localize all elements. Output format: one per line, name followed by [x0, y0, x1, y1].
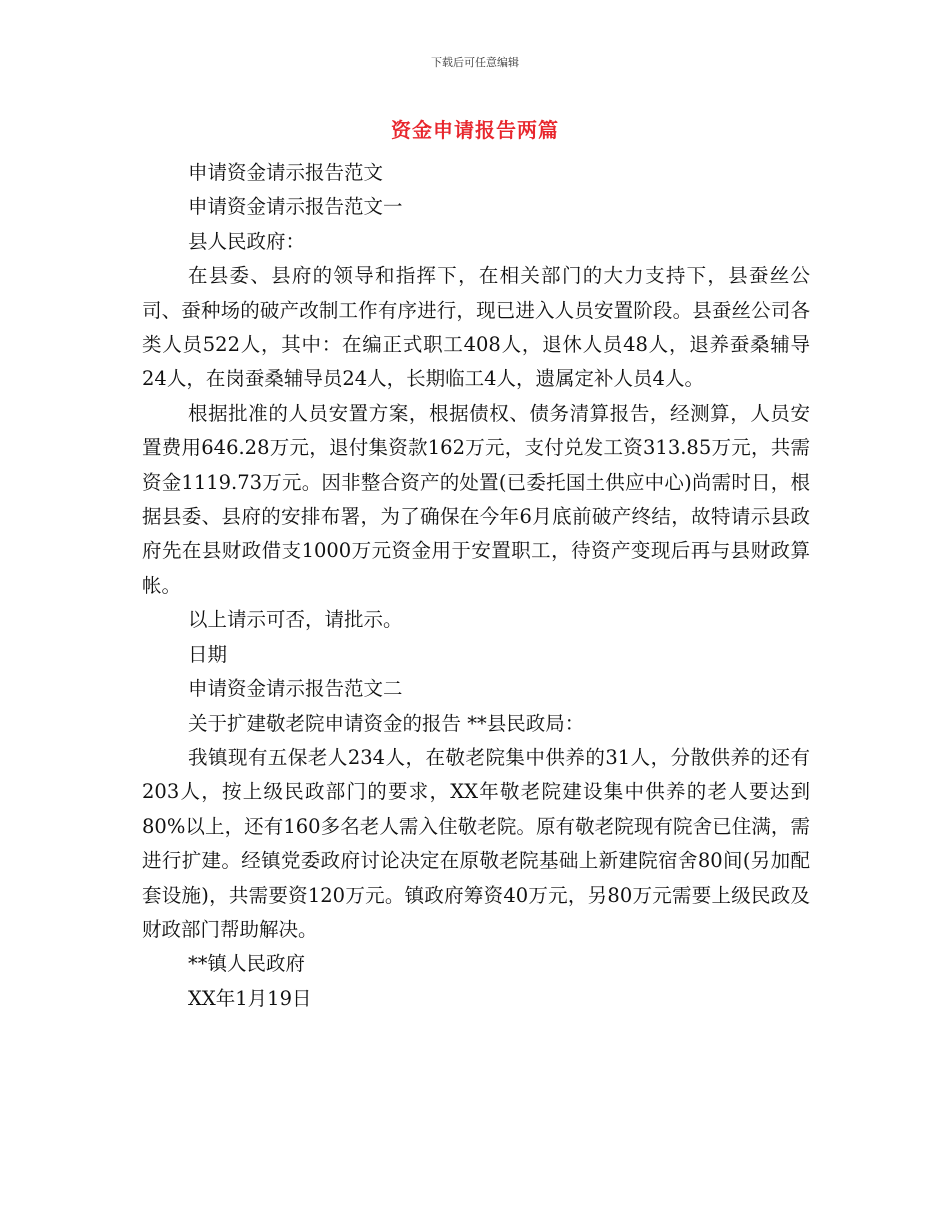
signature-org: **镇人民政府 [188, 952, 306, 976]
body-paragraph: 在县委、县府的领导和指挥下，在相关部门的大力支持下，县蚕丝公司、蚕种场的破产改制工作有序进行，现已进入人员安置阶段。县蚕丝公司各类人员522人，其中：在编正式职工408人，退休人员48人，退养蚕桑辅导24人，在岗蚕桑辅导员24人，长期临工4人，遗属定补人员4人。 [142, 264, 810, 391]
document-title: 资金申请报告两篇 [391, 118, 559, 142]
signature-date: XX年1月19日 [188, 986, 312, 1010]
heading-sample-two: 申请资金请示报告范文二 [188, 677, 403, 701]
salutation: 县人民政府： [188, 229, 306, 253]
report-subject: 关于扩建敬老院申请资金的报告 **县民政局： [188, 711, 585, 735]
heading-sample-report: 申请资金请示报告范文 [188, 161, 384, 184]
closing-request: 以上请示可否，请批示。 [188, 608, 403, 632]
date-label: 日期 [188, 642, 228, 666]
heading-sample-one: 申请资金请示报告范文一 [188, 195, 403, 219]
document-body [142, 156, 810, 1016]
body-paragraph: 根据批准的人员安置方案，根据债权、债务清算报告，经测算，人员安置费用646.28万元，退付集资款162万元，支付兑发工资313.85万元，共需资金1119.73万元。因非整合资产的处置(已委托国土供应中心)尚需时日，根据县委、县府的安排布署，为了确保在今年6月底前破产终结，故特请示县政府先在县财政借支1000万元资金用于安置职工，待资产变现后再与县财政算帐。 [142, 401, 810, 597]
download-note: 下载后可任意编辑 [431, 56, 519, 69]
body-paragraph: 我镇现有五保老人234人，在敬老院集中供养的31人，分散供养的还有203人，按上级民政部门的要求，XX年敬老院建设集中供养的老人要达到80%以上，还有160多名老人需入住敬老院。原有敬老院现有院舍已住满，需进行扩建。经镇党委政府讨论决定在原敬老院基础上新建院宿舍80间(另加配套设施)，共需要资120万元。镇政府筹资40万元，另80万元需要上级民政及财政部门帮助解决。 [142, 745, 810, 941]
